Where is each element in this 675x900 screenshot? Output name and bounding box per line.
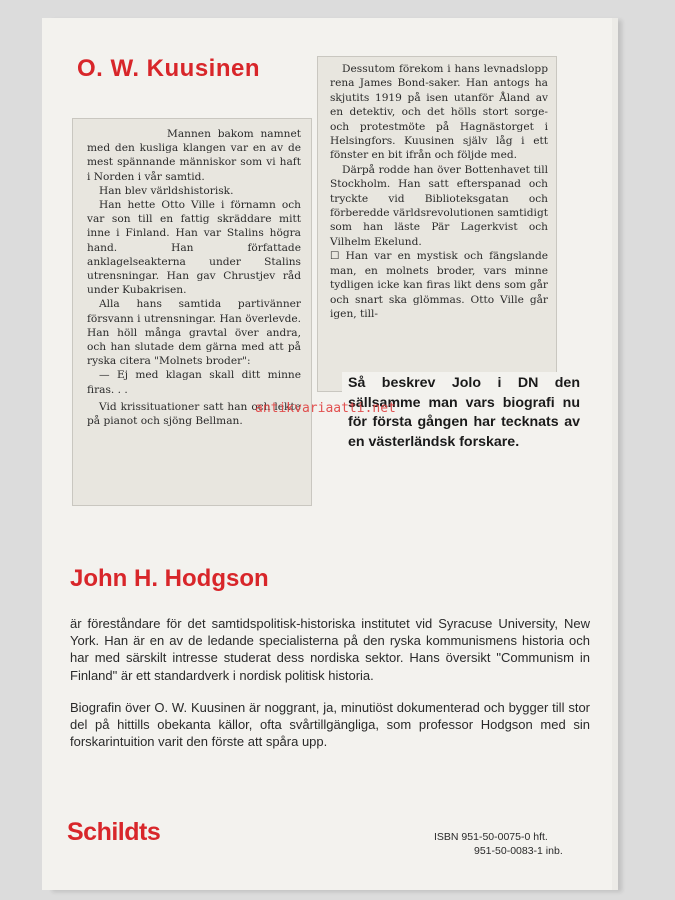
review-quote: Så beskrev Jolo i DN den sällsamme man vars biografi nu för första gången har tecknats av en västerländsk forskare.	[342, 372, 586, 454]
subject-title: O. W. Kuusinen	[77, 55, 261, 82]
bio-paragraph: Biografin över O. W. Kuusinen är noggrant, ja, minutiöst dokumenterad och bygger till stor del på hittills obekanta källor, ofta svårtillgängliga, som professor Hodgson med sin forskarintuition varit den förste att spåra upp.	[70, 699, 590, 750]
isbn-line: 951-50-0083-1 inb.	[474, 845, 563, 857]
publisher-logo: Schildts	[67, 818, 161, 846]
clipping-paragraph: Han blev världshistorisk.	[99, 184, 234, 197]
author-name: John H. Hodgson	[70, 565, 269, 592]
watermark: antikvariaatti.net	[255, 401, 396, 416]
clipping-paragraph: Han hette Otto Ville i förnamn och var son till en fattig skräddare mitt inne i Finland. Han var Stalins högra hand. Han författade anklagelseakterna under Stalins utrensningar. Han gav Chrustjev råd under Kubakrisen.	[87, 199, 301, 297]
clipping-paragraph: Alla hans samtida partivänner försvann i utrensningar. Han överlevde. Han höll många gravtal över andra, och han slutade dem gärna med att på ryska citera "Molnets broder":	[87, 298, 301, 368]
isbn-line: ISBN 951-50-0075-0 hft.	[434, 831, 548, 843]
clipping-paragraph: Vid krissituationer satt han och lekte på pianot och sjöng Bellman.	[87, 400, 301, 428]
clipping-paragraph: Därpå rodde han över Bottenhavet till Stockholm. Han satt efterspanad och tryckte vid Biblioteksgatan och förberedde världsrevolutionen samtidigt som han läste Pär Lagerkvist och Vilhelm Ekelund.	[330, 163, 548, 248]
clipping-paragraph: — Ej med klagan skall ditt minne firas. . .	[87, 369, 301, 396]
author-bio	[70, 615, 590, 765]
isbn-block	[434, 830, 563, 858]
newspaper-clipping-left	[72, 118, 312, 506]
clipping-paragraph: Dessutom förekom i hans levnadslopp rena James Bond-saker. Han antogs ha skjutits 1919 på isen utanför Åland av en detektiv, och det hölls stort sorge- och protestmöte på Hagnästorget i Helsingfors. Kuusinen själv låg i ett fönster en bit ifrån och följde med.	[330, 63, 548, 162]
bio-paragraph: är föreståndare för det samtidspolitisk-historiska institutet vid Syracuse University, New York. Han är en av de ledande specialisterna på den ryska kommunismens historia och har med särskilt intresse studerat dess nordiska sektor. Hans översikt "Communism in Finland" är ett standardverk i nordisk politisk historia.	[70, 616, 590, 683]
clipping-paragraph: Mannen bakom namnet med den kusliga klangen var en av de mest spännande människor som vi haft i Norden i vår samtid.	[87, 128, 301, 183]
newspaper-clipping-right	[317, 56, 557, 392]
book-back-cover	[42, 18, 612, 890]
clipping-paragraph: ☐ Han var en mystisk och fängslande man, en molnets broder, vars minne tydligen icke kan firas likt dens som går och snart ska glömmas. Otto Ville går igen, till-	[330, 250, 548, 320]
